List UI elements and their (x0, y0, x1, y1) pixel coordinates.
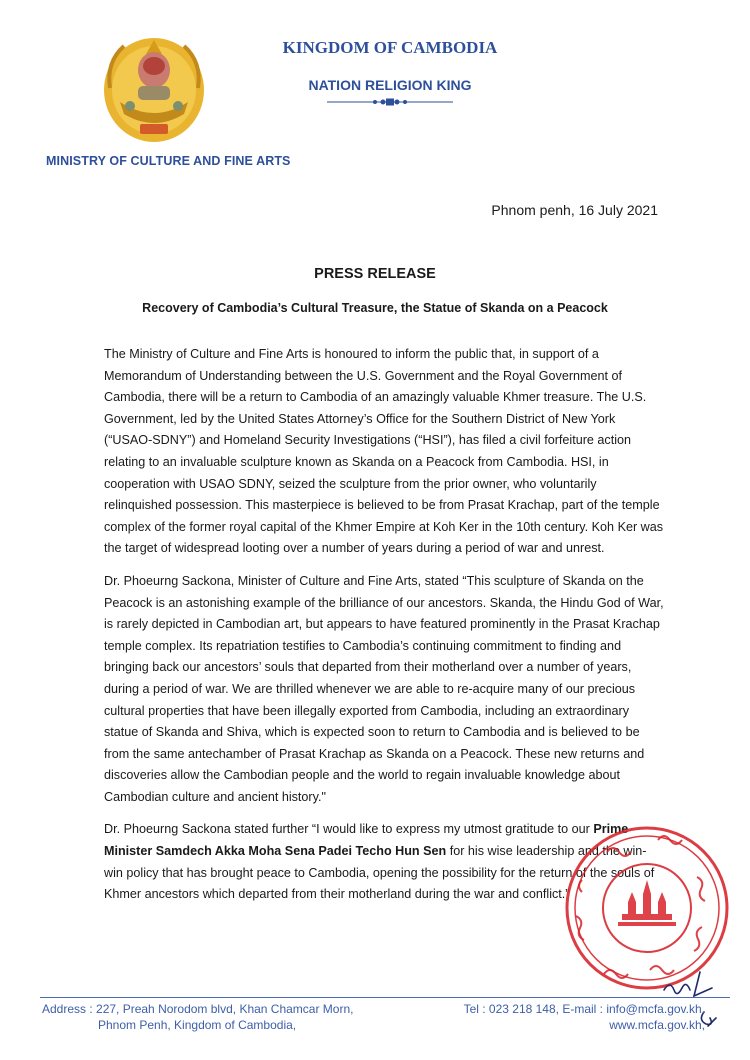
body-paragraph: Dr. Phoeurng Sackona, Minister of Culture and Fine Arts, stated “This sculpture of Skanda on the Peacock is an astonishing example of the brilliance of our ancestors. Skanda, the Hindu God of War, is rarely depicted in Cambodian art, but appears to have featured prominently in the Prasat Krachap temple complex. Its repatriation testifies to Cambodia’s continuing commitment to finding and bringing back our ancestors’ souls that departed from their motherland over a number of years, during a period of war. We are thrilled whenever we are able to re-acquire many of our precious cultural properties that have been illegally exported from Cambodia, including an extraordinary statue of Skanda and Shiva, which is expected soon to return to Cambodia and is believed to be from the same antechamber of Prasat Krachap as Skanda on a Peacock. These new returns and discoveries allow the Cambodian people and the world to regain invaluable knowledge about Cambodian culture and ancient history." (104, 573, 664, 804)
kingdom-title: KINGDOM OF CAMBODIA (282, 38, 498, 57)
document-subheading: Recovery of Cambodia’s Cultural Treasure, the Statue of Skanda on a Peacock (142, 301, 608, 315)
prime-minister-name: Prime Minister Samdech Akka Moha Sena Padei Techo Hun Sen (104, 822, 629, 859)
divider-ornament-icon (325, 96, 455, 108)
footer-address-line: Phnom Penh, Kingdom of Cambodia, (98, 1018, 297, 1032)
dateline: Phnom penh, 16 July 2021 (491, 202, 658, 218)
footer-address-line: Address : 227, Preah Norodom blvd, Khan Chamcar Morn, (42, 1002, 354, 1016)
final-paragraph-intro: Dr. Phoeurng Sackona stated further “I would like to express my utmost gratitude to our (104, 822, 594, 837)
footer-website: www.mcfa.gov.kh, (609, 1018, 705, 1032)
body-paragraph: The Ministry of Culture and Fine Arts is honoured to inform the public that, in support of a Memorandum of Understanding between the U.S. Government and the Royal Government of Cambodia, there will be a return to Cambodia of an amazingly valuable Khmer treasure. The U.S. Government, led by the United States Attorney’s Office for the Southern District of New York (“USAO-SDNY”) and Homeland Security Investigations (“HSI”), has filed a civil forfeiture action relating to an invaluable sculpture known as Skanda on a Peacock from Cambodia. HSI, in cooperation with USAO SDNY, seized the sculpture from the prior owner, who voluntarily relinquished possession. This masterpiece is believed to be from Prasat Krachap, part of the temple complex of the former royal capital of the Khmer Empire at Koh Ker in the 10th century. Koh Ker was the target of widespread looting over a number of years during a period of war and unrest. (104, 347, 664, 556)
footer-divider (40, 997, 730, 998)
ministry-seal-icon (100, 32, 208, 152)
document-heading: PRESS RELEASE (314, 266, 436, 282)
national-motto: NATION RELIGION KING (308, 77, 472, 93)
footer-contact-line: Tel : 023 218 148, E-mail : info@mcfa.gov.kh, (463, 1002, 705, 1016)
final-paragraph-rest: for his wise leadership and the win-win policy that has brought peace to Cambodia, opening the possibility for the return of the souls of Khmer ancestors which departed from their motherland during the war and conflict.” (104, 844, 655, 902)
ministry-name: MINISTRY OF CULTURE AND FINE ARTS (46, 154, 291, 168)
